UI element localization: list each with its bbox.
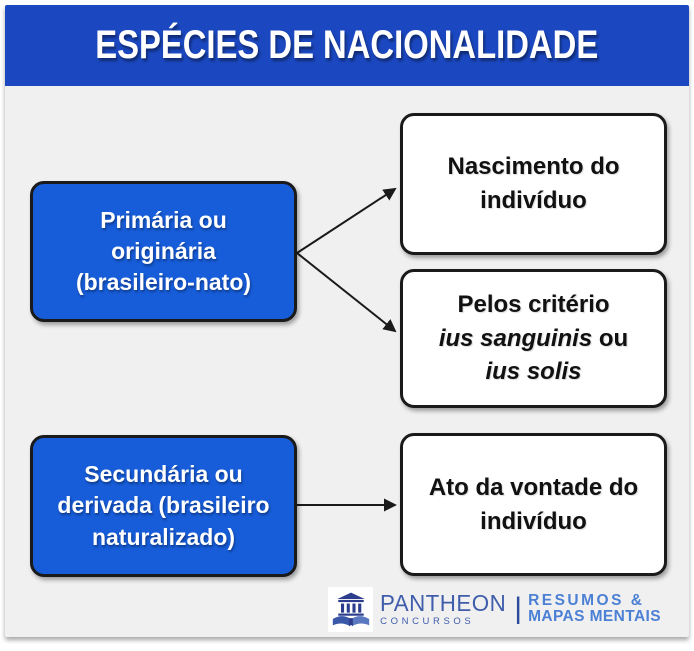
node-ato-vontade xyxy=(400,433,667,576)
node-nascimento-individuo xyxy=(400,113,667,255)
brand-tagline xyxy=(528,593,661,626)
arrow-primaria-criterios xyxy=(297,253,395,331)
footer-brand-area xyxy=(328,583,661,635)
brand-divider: | xyxy=(514,592,523,625)
node-ato-label: Ato da vontade do indivíduo xyxy=(428,473,639,535)
brand-name: PANTHEON xyxy=(380,589,507,616)
tagline-line2: MAPAS MENTAIS xyxy=(528,608,661,625)
node-secundaria-derivada xyxy=(30,435,297,577)
tagline-line1: RESUMOS & xyxy=(528,591,645,609)
arrow-primaria-nascimento xyxy=(297,189,395,253)
node-criterios-label: Pelos critério ius sanguinis ou ius solis xyxy=(438,291,629,386)
node-primaria-originaria xyxy=(30,181,297,322)
node-nascimento-label: Nascimento do indivíduo xyxy=(447,153,620,214)
header-banner xyxy=(5,5,689,86)
mindmap-card xyxy=(5,5,689,637)
node-criterios-ius xyxy=(400,269,667,408)
page-title: ESPÉCIES DE NACIONALIDADE xyxy=(95,23,599,67)
node-secundaria-label: Secundária ou derivada (brasileiro naturalizado) xyxy=(57,461,270,550)
pantheon-temple-book-icon xyxy=(328,587,373,632)
brand-subtitle: CONCURSOS xyxy=(380,615,475,627)
brand-wordmark xyxy=(380,589,510,627)
node-primaria-label: Primária ou originária (brasileiro-nato) xyxy=(75,206,252,296)
